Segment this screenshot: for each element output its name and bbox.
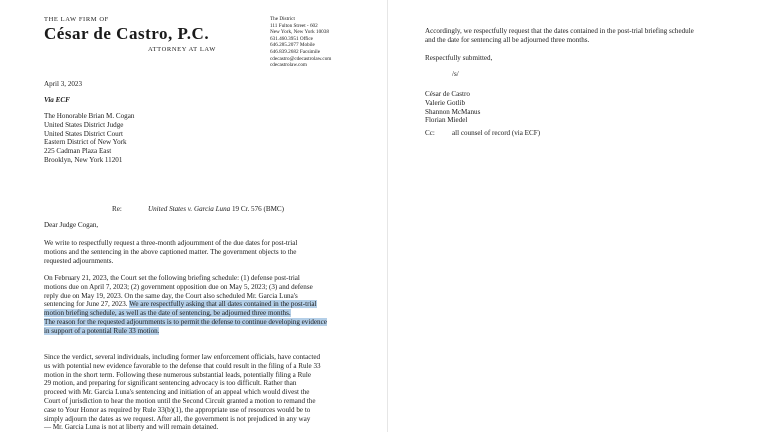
address-line: cdecastrolaw.com [270, 62, 307, 69]
paragraph-line [44, 300, 364, 309]
firm-header-top: THE LAW FIRM OF [44, 16, 109, 23]
recipient-line: Eastern District of New York [44, 138, 127, 147]
highlighted-text[interactable]: in support of a potential Rule 33 motion. [44, 326, 160, 335]
page-divider [387, 0, 388, 432]
paragraph-line: and the date for sentencing all be adjourned three months. [425, 35, 590, 44]
paragraph-line: simply adjourn the dates as we request. After all, the government is not prejudiced in any way [44, 414, 311, 423]
paragraph-line [44, 318, 364, 327]
salutation: Dear Judge Cogan, [44, 221, 99, 229]
letter-page-2 [392, 0, 768, 432]
closing-phrase: Respectfully submitted, [425, 54, 493, 62]
paragraph-line: — Mr. Garcia Luna is not at liberty and will remain detained. [44, 423, 219, 432]
signer-name: Florian Miedel [425, 116, 468, 125]
recipient-line: United States District Court [44, 129, 124, 138]
paragraph-1 [44, 239, 364, 265]
signature: /s/ [452, 70, 459, 78]
signer-name: César de Castro [425, 90, 470, 98]
cc-label: Cc: [425, 129, 435, 137]
paragraph-line: case to Your Honor as required by Rule 33(b)(1), the appropriate use of resources would be to [44, 405, 311, 414]
signer-name: Shannon McManus [425, 107, 481, 116]
firm-header-bottom: ATTORNEY AT LAW [148, 46, 216, 53]
closing-paragraph [425, 27, 694, 45]
paragraph-line: motions due on April 7, 2023; (2) government opposition due on May 5, 2023; (3) and defense [44, 282, 313, 291]
highlighted-text[interactable]: We are respectfully asking that all dates contained in the post-trial [129, 300, 317, 309]
letter-date: April 3, 2023 [44, 80, 83, 88]
paragraph-line [44, 327, 364, 336]
re-label: Re: [112, 205, 122, 213]
address-line: 631.460.3951 Office [270, 35, 313, 42]
paragraph-line: proceed with Mr. Garcia Luna's sentencing and initiation of an appeal which would divest the [44, 388, 310, 397]
case-number: 19 Cr. 576 (BMC) [230, 205, 284, 213]
address-line: cdecastro@cdecastrolaw.com [270, 55, 332, 62]
address-line: 111 Fulton Street - 602 [270, 22, 318, 29]
address-line: The District [270, 16, 295, 22]
paragraph-text: sentencing for June 27, 2023. [44, 300, 130, 309]
recipient-block [44, 112, 134, 165]
recipient-line: United States District Judge [44, 120, 124, 129]
paragraph-2 [44, 274, 364, 336]
paragraph-line [44, 309, 364, 318]
delivery-method: Via ECF [44, 96, 70, 104]
paragraph-line: motion in the short term. Following these numerous substantial leads, potentially filing a Rule [44, 370, 311, 379]
firm-name: César de Castro, P.C. [44, 24, 210, 43]
recipient-line: Brooklyn, New York 11201 [44, 155, 123, 164]
paragraph-line: us with potential new evidence favorable to the defense that could result in the filing of a Rule 33 [44, 361, 321, 370]
recipient-line: The Honorable Brian M. Cogan [44, 112, 135, 120]
paragraph-line: Since the verdict, several individuals, including former law enforcement officials, have contacted [44, 353, 321, 361]
paragraph-line: requested adjournments. [44, 256, 114, 265]
highlighted-text[interactable]: motion briefing schedule, as well as the date of sentencing, be adjourned three months. [44, 309, 291, 318]
re-line [148, 205, 284, 214]
paragraph-3 [44, 353, 364, 432]
address-line: 646.285.2077 Mobile [270, 42, 315, 49]
paragraph-line: We write to respectfully request a three-month adjournment of the due dates for post-trial [44, 239, 298, 247]
paragraph-line: On February 21, 2023, the Court set the following briefing schedule: (1) defense post-trial [44, 274, 300, 282]
firm-address [270, 16, 331, 69]
paragraph-line: Accordingly, we respectfully request that the dates contained in the post-trial briefing schedule [425, 27, 694, 35]
signer-name: Valerie Gotlib [425, 98, 465, 107]
paragraph-line: 29 motion, and preparing for significant sentencing advocacy is too difficult. Rather than [44, 379, 297, 388]
address-line: 646.839.2682 Facsimile [270, 48, 320, 55]
recipient-line: 225 Cadman Plaza East [44, 147, 112, 156]
paragraph-line: reply due on May 19, 2023. On the same day, the Court also scheduled Mr. Garcia Luna's [44, 291, 298, 300]
signers-block [425, 90, 480, 125]
case-name: United States v. Garcia Luna [148, 205, 231, 213]
address-line: New York, New York 10038 [270, 29, 329, 36]
cc-recipients: all counsel of record (via ECF) [452, 129, 541, 137]
paragraph-line: Court of jurisdiction to hear the motion until the Second Circuit granted a motion to remand the [44, 396, 316, 405]
paragraph-line: motions and the sentencing in the above captioned matter. The government objects to the [44, 247, 297, 256]
highlighted-text[interactable]: The reason for the requested adjournments is to permit the defense to continue developing evidence [44, 317, 327, 326]
